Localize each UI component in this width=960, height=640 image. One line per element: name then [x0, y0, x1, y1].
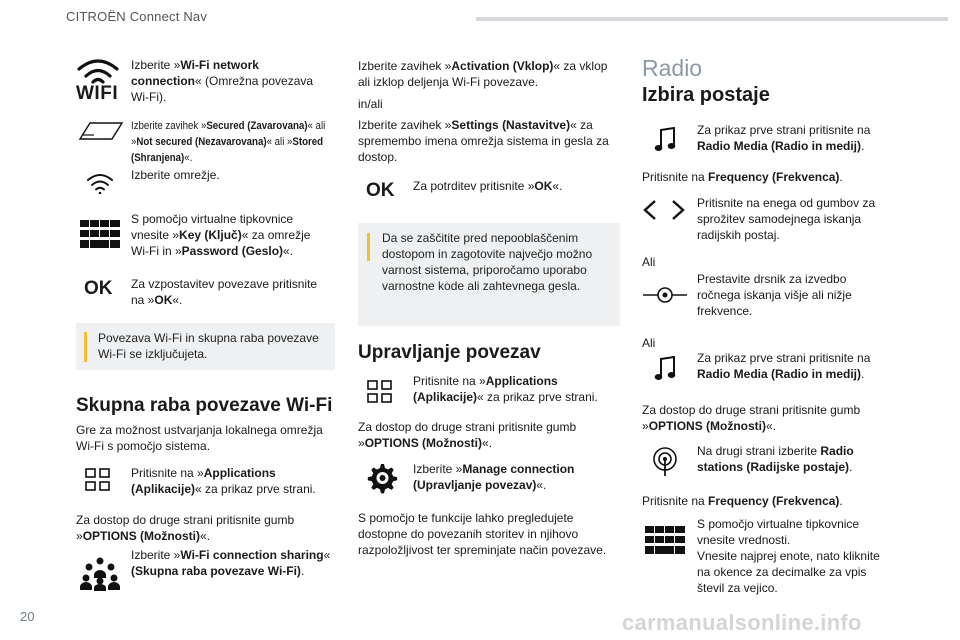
keyboard-icon: [645, 526, 685, 554]
manage-connection-icon: [364, 462, 398, 494]
step-applications: Pritisnite na »Applications (Aplikacije)« za prikaz prve strani.: [413, 374, 598, 404]
step-radio-media: Za prikaz prve strani pritisnite na Radio Media (Radio in medij).: [697, 351, 871, 381]
step-manual-seek: Prestavite drsnik za izvedbo ročnega iskanja višje ali nižje frekvence.: [697, 272, 852, 318]
paragraph: S pomočjo te funkcije lahko pregledujete dostopne do povezanih storitev in njihovo razpoložljivost ter spreminjate način povezave.: [358, 511, 607, 557]
step-radio-stations: Na drugi strani izberite Radio stations (Radijske postaje).: [697, 444, 854, 474]
step-select-tab: Izberite zavihek »Secured (Zavarovana)« ali »Not secured (Nezavarovana)« ali »Stored (Shranjena)«.: [131, 120, 326, 164]
paragraph-options: Za dostop do druge strani pritisnite gumb »OPTIONS (Možnosti)«.: [76, 513, 295, 543]
step-applications: Pritisnite na »Applications (Aplikacije)« za prikaz prve strani.: [131, 466, 316, 496]
step-wifi-sharing: Izberite »Wi-Fi connection sharing« (Skupna raba povezave Wi-Fi).: [131, 548, 331, 578]
section-heading: Skupna raba povezave Wi-Fi: [76, 395, 333, 416]
music-note-icon: [654, 127, 676, 153]
section-heading: Upravljanje povezav: [358, 342, 541, 363]
applications-icon: [85, 468, 111, 492]
applications-icon: [367, 380, 393, 404]
paragraph-frequency: Pritisnite na Frequency (Frekvenca).: [642, 170, 843, 184]
page-title: Radio: [642, 55, 703, 81]
note-box: [76, 323, 335, 370]
step-auto-seek: Pritisnite na enega od gumbov za sprožitev samodejnega iskanja radijskih postaj.: [697, 196, 876, 242]
step-confirm-ok: Za vzpostavitev povezave pritisnite na »OK«.: [131, 277, 318, 307]
keyboard-icon: [80, 220, 120, 248]
note-text: Povezava Wi-Fi in skupna raba povezave Wi-Fi se izključujeta.: [98, 331, 319, 361]
note-text: Da se zaščitite pred nepooblaščenim dostopom in zagotovite največjo možno varnost sistema, priporočamo uporabo varnostne kode ali zahtevnega gesla.: [382, 231, 593, 293]
step-confirm-ok: Za potrditev pritisnite »OK«.: [413, 179, 563, 193]
ok-icon: OK: [366, 180, 395, 201]
note-box: [358, 223, 620, 326]
step-radio-media: Za prikaz prve strani pritisnite na Radio Media (Radio in medij).: [697, 123, 871, 153]
page-number: 20: [20, 609, 35, 624]
paragraph-settings: Izberite zavihek »Settings (Nastavitve)« za spremembo imena omrežja sistema in gesla za dostop.: [358, 118, 609, 164]
paragraph-or: Ali: [642, 255, 656, 269]
paragraph: Gre za možnost ustvarjanja lokalnega omrežja Wi-Fi s pomočjo sistema.: [76, 423, 323, 453]
section-heading: Izbira postaje: [642, 84, 770, 106]
step-manage-connection: Izberite »Manage connection (Upravljanje povezav)«.: [413, 462, 575, 492]
wifi-text-icon: [76, 58, 120, 104]
note-marker: [367, 233, 370, 261]
seek-chevrons-icon: [641, 199, 687, 221]
paragraph-or: Ali: [642, 336, 656, 350]
wifi-label: WIFI: [76, 83, 119, 104]
music-note-icon: [654, 356, 676, 382]
header-title: CITROËN Connect Nav: [66, 9, 208, 24]
frequency-slider-icon: [643, 285, 687, 305]
ok-icon: OK: [84, 278, 113, 299]
header-divider: [476, 17, 948, 21]
wifi-icon: [86, 172, 114, 194]
share-people-icon: [80, 557, 120, 591]
paragraph-frequency: Pritisnite na Frequency (Frekvenca).: [642, 494, 843, 508]
step-enter-key: S pomočjo virtualne tipkovnice vnesite »Key (Ključ)« za omrežje Wi-Fi in »Password (Geslo)«.: [131, 212, 311, 258]
paragraph-activation: Izberite zavihek »Activation (Vklop)« za vklop ali izklop deljenja Wi-Fi povezave.: [358, 59, 608, 89]
paragraph-and-or: in/ali: [358, 97, 383, 111]
paragraph-options: Za dostop do druge strani pritisnite gumb »OPTIONS (Možnosti)«.: [358, 420, 577, 450]
note-marker: [84, 332, 87, 362]
step-select-network: Izberite omrežje.: [131, 168, 220, 182]
step-enter-frequency: S pomočjo virtualne tipkovnice vnesite vrednosti. Vnesite najprej enote, nato kliknite na okence za decimalke za vpis števil za vejico.: [697, 517, 880, 595]
watermark: carmanualsonline.info: [622, 610, 862, 635]
paragraph-options: Za dostop do druge strani pritisnite gumb »OPTIONS (Možnosti)«.: [642, 403, 861, 433]
step-wifi-connection: Izberite »Wi-Fi network connection« (Omrežna povezava Wi-Fi).: [131, 58, 314, 104]
radio-station-icon: [650, 446, 680, 476]
tab-icon: [78, 121, 124, 141]
